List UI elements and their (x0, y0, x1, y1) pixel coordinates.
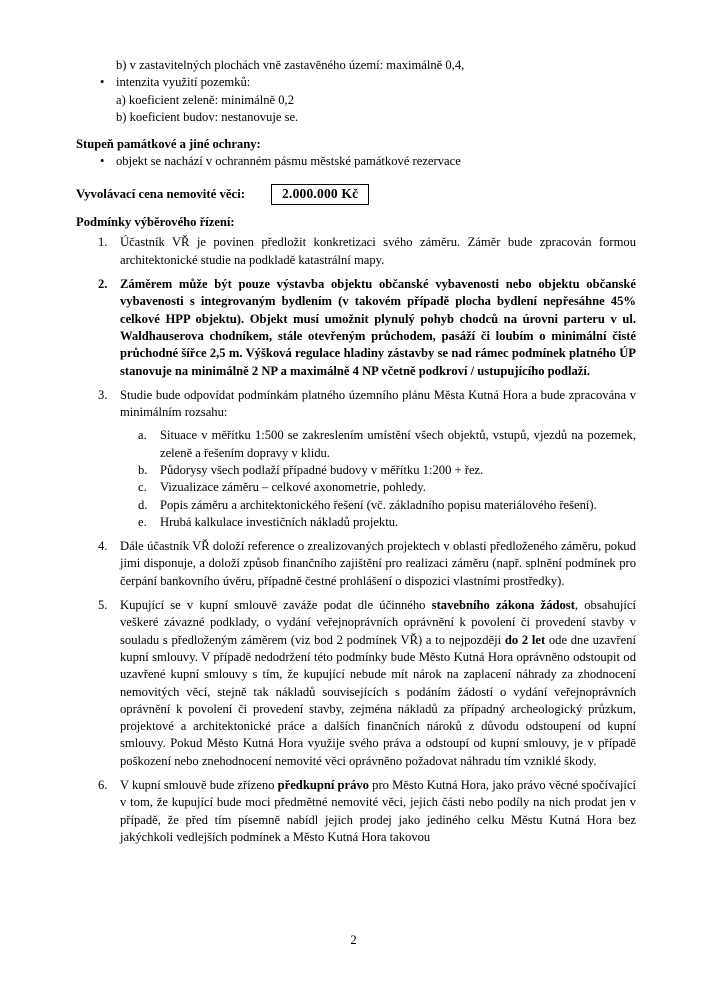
condition-subitem-text: Hrubá kalkulace investičních nákladů projektu. (160, 514, 399, 529)
bullet-item-intenzita (76, 74, 636, 91)
condition-number: 4. (98, 539, 108, 554)
condition-text: Účastník VŘ je povinen předložit konkretizaci svého záměru. Záměr bude zpracován formou architektonické studie na podkladě katastrální mapy. (120, 235, 636, 267)
condition-subitem-text: Vizualizace záměru – celkové axonometrie, pohledy. (160, 480, 426, 495)
bullet-item-pamatkove-label: objekt se nachází v ochranném pásmu městské památkové rezervace (116, 154, 461, 169)
condition-subitem-letter: a. (138, 428, 147, 443)
price-row (76, 184, 636, 205)
condition-item (76, 538, 636, 590)
condition-subitem (120, 497, 636, 514)
condition-number: 1. (98, 235, 108, 250)
condition-subitem-letter: e. (138, 514, 147, 529)
price-label: Vyvolávací cena nemovité věci: (76, 187, 246, 202)
condition-subitem-list (120, 427, 636, 531)
clause-b-zastavitelne: b) v zastavitelných plochách vně zastavěného území: maximálně 0,4, (116, 58, 465, 72)
condition-number: 5. (98, 598, 108, 613)
condition-text: Dále účastník VŘ doloží reference o zrealizovaných projektech v oblasti předloženého záměru, pokud jimi disponuje, a doloží způsob finančního zajištění pro realizaci záměru (např. splnění podmínek pro čerpání bankovního úvěru, případně čestné prohlášení o dispozici vlastními prostředky). (120, 539, 636, 588)
clause-b-koeficient-budov: b) koeficient budov: nestanovuje se. (116, 110, 299, 125)
condition-number: 2. (98, 277, 108, 292)
condition-subitem (120, 514, 636, 531)
condition-text: Kupující se v kupní smlouvě zaváže podat dle účinného stavebního zákona žádost, obsahující veškeré závazné podklady, o vydání veřejnoprávních oprávnění k povolení či provedení stavby v souladu s předloženým záměrem (viz bod 2 podmínek VŘ) a to nejpozději do 2 let ode dne uzavření kupní smlouvy. V případě nedodržení této podmínky bude Město Kutná Hora oprávněno odstoupit od uzavřené kupní smlouvy s tím, že kupující nebude mít nárok na zaplacení náhrady za zhodnocení nemovitých věcí, stejně tak nákladů souvisejících s podáním žádostí o vydání veřejnoprávních oprávnění k povolení či provedení stavby, zejména nákladů za případný archeologický průzkum, projektové a architektonické práce a dalších finančních nároků z důvodu odstoupení od kupní smlouvy. Pokud Město Kutná Hora využije svého práva a odstoupí od kupní smlouvy, je v případě poškození nebo znehodnocení nemovité věci oprávněno požadovat náhradu tím vzniklé škody. (120, 598, 637, 768)
condition-number: 6. (98, 778, 108, 793)
bullet-item-pamatkove (76, 153, 636, 170)
condition-subitem (120, 462, 636, 479)
condition-item (76, 597, 636, 770)
condition-subitem-text: Popis záměru a architektonického řešení (vč. základního popisu materiálového řešení). (160, 497, 597, 512)
bullet-list-intenzita (76, 74, 636, 91)
bullet-item-intenzita-label: intenzita využití pozemků: (116, 75, 251, 90)
clause-a-koeficient-zelene: a) koeficient zeleně: minimálně 0,2 (116, 92, 294, 107)
condition-subitem-letter: b. (138, 463, 148, 477)
condition-item (76, 276, 636, 380)
condition-subitem-letter: c. (138, 480, 147, 495)
condition-text: V kupní smlouvě bude zřízeno předkupní právo pro Město Kutná Hora, jako právo věcné spočívající v tom, že kupující bude moci předmětné nemovité věci, jejich části nebo podíly na nich prodat jen v případě, že před tím písemně nabídl jejich prodej jako jediného celku Městu Kutná Hora bez jakýchkoli vedlejších podmínek a Město Kutná Hora takovou (120, 778, 636, 844)
condition-subitem (120, 427, 636, 462)
condition-subitem (120, 479, 636, 496)
condition-subitem-text: Půdorysy všech podlaží případné budovy v měřítku 1:200 + řez. (160, 463, 484, 477)
condition-text: Záměrem může být pouze výstavba objektu občanské vybavenosti nebo objektu občanské vybavenosti s integrovaným bydlením (v takovém případě plocha bydlení nepřesáhne 45% celkové HPP objektu). Objekt musí umožnit plynulý pohyb chodců na úrovni parteru v ul. Waldhauserova chodníkem, stále otevřeným průchodem, pasáží či loubím o minimální čisté průchodné šířce 2,5 m. Výšková regulace hladiny zástavby se nad rámec podmínek platného ÚP stanovuje na minimálně 2 NP a maximálně 4 NP včetně podkroví / ustupujícího podlaží. (120, 277, 636, 378)
condition-number: 3. (98, 387, 108, 402)
heading-podminky-vyberoveho-rizeni: Podmínky výběrového řízení: (76, 215, 235, 230)
condition-text: Studie bude odpovídat podmínkám platného územního plánu Města Kutná Hora a bude zpracována v minimálním rozsahu: (120, 387, 636, 420)
conditions-list (76, 234, 636, 846)
page-number: 2 (350, 933, 357, 947)
condition-item (76, 777, 636, 846)
condition-item (76, 234, 636, 269)
price-value-box: 2.000.000 Kč (271, 184, 369, 205)
condition-subitem-text: Situace v měřítku 1:500 se zakreslením umístění všech objektů, vstupů, vjezdů na pozemek, zeleně a řešením dopravy v klidu. (160, 428, 636, 460)
heading-pamatkova-ochrana: Stupeň památkové a jiné ochrany: (76, 136, 261, 151)
bullet-list-pamatkove (76, 153, 636, 170)
document-body (76, 57, 636, 853)
condition-subitem-letter: d. (138, 497, 148, 512)
condition-item (76, 387, 636, 531)
